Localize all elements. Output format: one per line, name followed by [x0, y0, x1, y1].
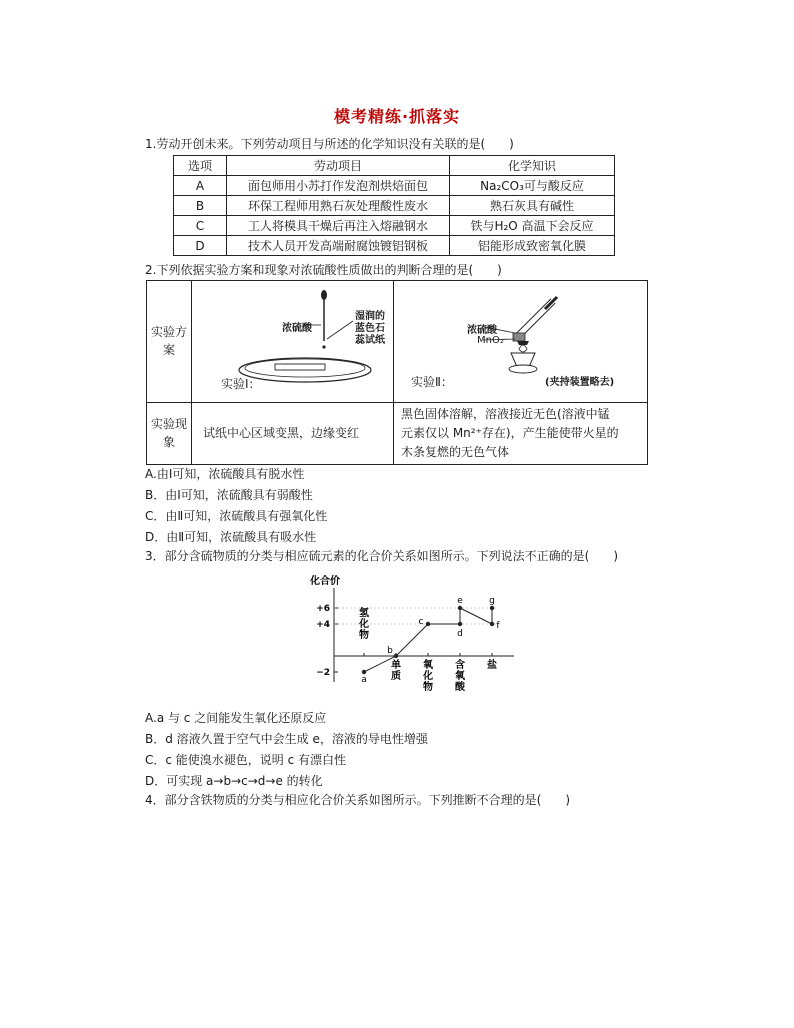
q3-option-b: B．d 溶液久置于空气中会生成 e，溶液的导电性增强 [145, 732, 428, 746]
x-tick-label: 氧 [423, 660, 433, 671]
x-tick-label: 酸 [455, 682, 465, 693]
y-tick-label: +4 [316, 620, 330, 630]
data-label-f: f [496, 621, 500, 631]
x-tick-label: 化 [359, 619, 369, 630]
x-tick-label: 化 [423, 671, 433, 682]
observation-1: 试纸中心区域变黑，边缘变红 [203, 426, 360, 440]
table-row [174, 236, 615, 256]
exp2-solid-label: MnO₂ [477, 335, 504, 346]
q3-stem: 3．部分含硫物质的分类与相应硫元素的化合价关系如图所示。下列说法不正确的是( ) [145, 549, 619, 563]
q2-stem: 2.下列依据实验方案和现象对浓硫酸性质做出的判断合理的是( ) [145, 263, 502, 277]
q2-option-b: B．由Ⅰ可知，浓硫酸具有弱酸性 [145, 488, 313, 502]
project-cell: 面包师用小苏打作发泡剂烘焙面包 [227, 176, 450, 196]
data-point-c [426, 622, 430, 626]
series-line [364, 624, 460, 672]
x-tick-label: 物 [359, 630, 369, 641]
q3-option-a: A.a 与 c 之间能发生氧化还原反应 [145, 711, 327, 725]
observation-2-line3: 木条复燃的无色气体 [401, 445, 510, 459]
project-cell: 环保工程师用熟石灰处理酸性废水 [227, 196, 450, 216]
exp1-acid-label: 浓硫酸 [282, 323, 312, 334]
data-point-a [362, 670, 366, 674]
q1-stem: 1.劳动开创未来。下列劳动项目与所述的化学知识没有关联的是( ) [145, 137, 514, 151]
option-cell: D [174, 236, 227, 256]
x-tick-label: 物 [423, 682, 433, 693]
data-label-b: b [387, 646, 393, 656]
header-cell: 化学知识 [450, 156, 615, 176]
q2-option-d: D．由Ⅱ可知，浓硫酸具有吸水性 [145, 530, 317, 544]
row-label-scheme: 实验方案 [150, 325, 187, 357]
x-tick-label: 盐 [487, 660, 497, 671]
valence-chart [300, 570, 530, 700]
x-tick-label: 含 [455, 660, 465, 671]
data-label-a: a [361, 675, 367, 685]
knowledge-cell: 熟石灰具有碱性 [450, 196, 615, 216]
data-point-b [394, 654, 398, 658]
data-label-g: g [489, 596, 495, 606]
x-tick-label: 氢 [359, 608, 369, 619]
divider [191, 281, 192, 464]
q4-stem: 4．部分含铁物质的分类与相应化合价关系如图所示。下列推断不合理的是( ) [145, 793, 571, 807]
y-tick-label: +6 [316, 604, 330, 614]
data-label-c: c [418, 617, 424, 627]
observation-2-line2: 元素仅以 Mn²⁺存在)，产生能使带火星的 [401, 426, 619, 440]
header-cell: 选项 [174, 156, 227, 176]
exp2-label: 实验Ⅱ： [411, 375, 453, 389]
data-label-e: e [457, 596, 463, 606]
q2-option-a: A.由Ⅰ可知，浓硫酸具有脱水性 [145, 467, 305, 481]
knowledge-cell: Na₂CO₃可与酸反应 [450, 176, 615, 196]
table-row [174, 196, 615, 216]
option-cell: C [174, 216, 227, 236]
exp2-note: (夹持装置略去) [545, 377, 615, 388]
knowledge-cell: 铝能形成致密氧化膜 [450, 236, 615, 256]
row-label-observation: 实验现象 [150, 417, 187, 449]
series-line [460, 608, 492, 624]
divider [147, 402, 647, 403]
x-tick-label: 质 [391, 671, 401, 682]
divider [393, 281, 394, 464]
data-label-d: d [457, 629, 463, 639]
data-point-d [458, 622, 462, 626]
exp1-label: 实验Ⅰ： [221, 377, 261, 391]
data-point-g [490, 606, 494, 610]
project-cell: 技术人员开发高端耐腐蚀镀铝钢板 [227, 236, 450, 256]
table-row [174, 176, 615, 196]
q3-option-c: C．c 能使溴水褪色，说明 c 有漂白性 [145, 753, 347, 767]
table-header-row [174, 156, 615, 176]
q2-option-c: C．由Ⅱ可知，浓硫酸具有强氧化性 [145, 509, 328, 523]
exp2-acid-label: 浓硫酸 [467, 325, 497, 336]
x-tick-label: 单 [391, 660, 401, 671]
project-cell: 工人将模具干燥后再注入熔融钢水 [227, 216, 450, 236]
observation-2-line1: 黑色固体溶解，溶液接近无色(溶液中锰 [401, 407, 610, 421]
q3-option-d: D．可实现 a→b→c→d→e 的转化 [145, 774, 323, 788]
q1-table [173, 155, 615, 256]
x-tick-label: 氧 [455, 671, 465, 682]
exp1-paper-label: 湿润的蓝色石蕊试纸 [355, 311, 385, 346]
knowledge-cell: 铁与H₂O 高温下会反应 [450, 216, 615, 236]
option-cell: B [174, 196, 227, 216]
header-cell: 劳动项目 [227, 156, 450, 176]
option-cell: A [174, 176, 227, 196]
data-point-e [458, 606, 462, 610]
page-title: 模考精练·抓落实 [333, 107, 461, 126]
data-point-f [490, 622, 494, 626]
q2-table [146, 280, 648, 465]
y-tick-label: −2 [316, 668, 330, 678]
table-row [174, 216, 615, 236]
y-axis-label: 化合价 [310, 576, 340, 587]
